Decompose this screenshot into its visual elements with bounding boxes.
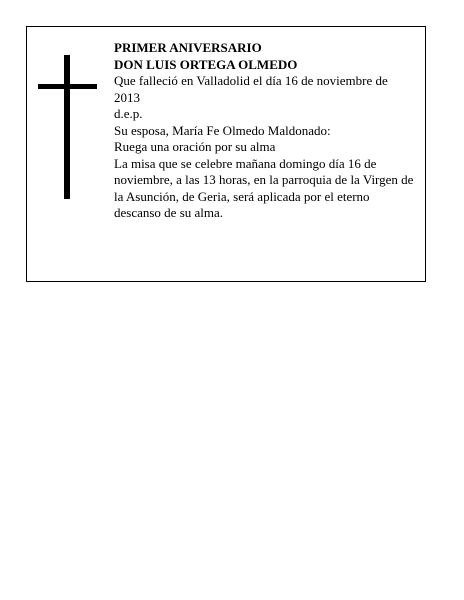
obituary-notice: [26, 26, 426, 282]
cross-vertical-bar: [64, 55, 70, 199]
cross-icon: [38, 55, 97, 199]
notice-wife-line: Su esposa, María Fe Olmedo Maldonado:: [114, 122, 331, 138]
cross-horizontal-bar: [38, 84, 97, 89]
notice-heading-anniversary: PRIMER ANIVERSARIO: [114, 40, 262, 55]
notice-mass-line: La misa que se celebre mañana domingo día 16 de noviembre, a las 13 horas, en la parroquia de la Virgen de la Asunción, de Geria, será aplicada por el eterno descanso de su alma.: [114, 155, 414, 220]
notice-text: [114, 40, 414, 222]
notice-heading-name: DON LUIS ORTEGA OLMEDO: [114, 56, 298, 72]
notice-dep-line: d.e.p.: [114, 106, 143, 121]
notice-prayer-line: Ruega una oración por su alma: [114, 139, 276, 154]
notice-death-line: Que falleció en Valladolid el día 16 de noviembre de 2013: [114, 73, 388, 105]
